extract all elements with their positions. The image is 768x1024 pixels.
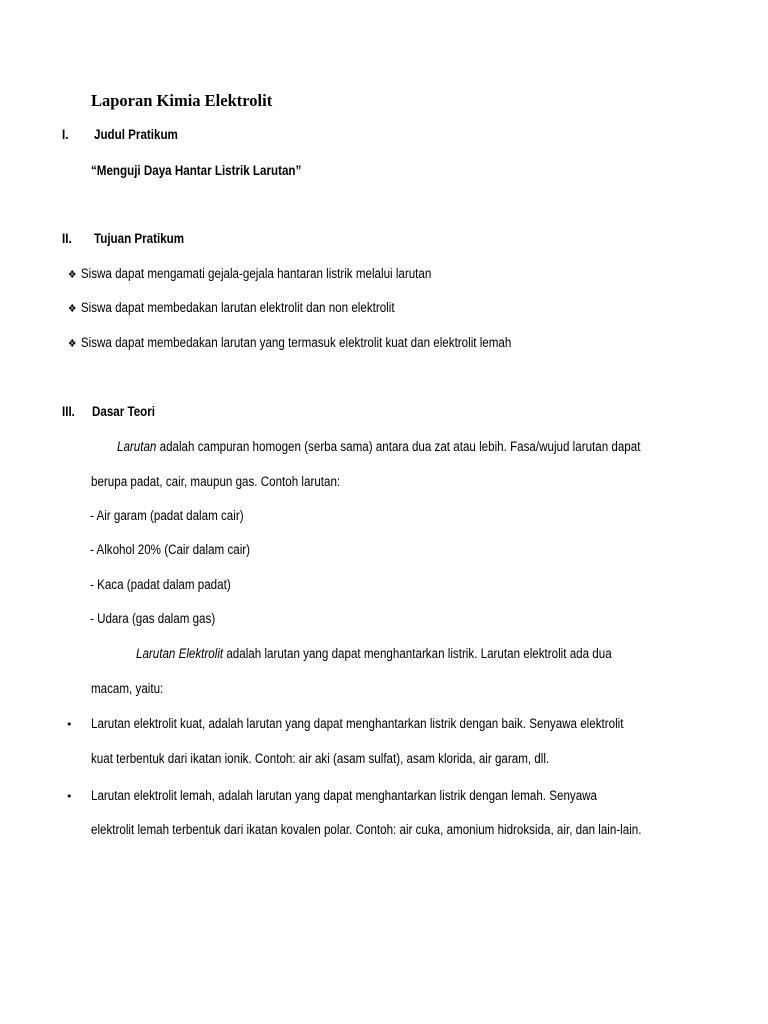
- bullet-line: kuat terbentuk dari ikatan ionik. Contoh: air aki (asam sulfat), asam klorida, air garam, dll.: [91, 751, 550, 766]
- term-larutan-elektrolit: Larutan Elektrolit: [136, 646, 224, 661]
- example-item: - Kaca (padat dalam padat): [90, 577, 231, 592]
- section-1-number: I.: [62, 127, 69, 142]
- bullet-dot-icon: •: [66, 790, 73, 803]
- objective-text: Siswa dapat membedakan larutan elektrolit dan non elektrolit: [80, 300, 395, 315]
- diamond-bullet-icon: ❖: [68, 303, 77, 315]
- paragraph-line: [117, 439, 640, 454]
- objective-text: Siswa dapat mengamati gejala-gejala hantaran listrik melalui larutan: [80, 266, 432, 281]
- section-3-heading: Dasar Teori: [92, 404, 156, 419]
- paragraph-text: adalah campuran homogen (serba sama) antara dua zat atau lebih. Fasa/wujud larutan dapat: [156, 439, 641, 454]
- section-2-number: II.: [62, 231, 72, 246]
- section-2-heading: Tujuan Pratikum: [94, 231, 185, 246]
- bullet-line: Larutan elektrolit kuat, adalah larutan yang dapat menghantarkan listrik dengan baik. Senyawa elektrolit: [91, 716, 624, 731]
- term-larutan: Larutan: [117, 439, 157, 454]
- objective-item: [68, 335, 511, 350]
- document-title: Laporan Kimia Elektrolit: [91, 91, 273, 110]
- example-item: - Alkohol 20% (Cair dalam cair): [90, 542, 251, 557]
- section-3-number: III.: [62, 404, 75, 419]
- paragraph-line: berupa padat, cair, maupun gas. Contoh larutan:: [91, 474, 341, 489]
- example-item: - Air garam (padat dalam cair): [90, 508, 244, 523]
- bullet-dot-icon: •: [66, 718, 73, 731]
- bullet-line: elektrolit lemah terbentuk dari ikatan kovalen polar. Contoh: air cuka, amonium hidroksida, air, dan lain-lain.: [91, 822, 642, 837]
- paragraph-line: macam, yaitu:: [91, 681, 164, 696]
- example-item: - Udara (gas dalam gas): [90, 611, 216, 626]
- bullet-line: Larutan elektrolit lemah, adalah larutan yang dapat menghantarkan listrik dengan lemah. Senyawa: [91, 788, 598, 803]
- objective-text: Siswa dapat membedakan larutan yang termasuk elektrolit kuat dan elektrolit lemah: [80, 335, 512, 350]
- paragraph-text: adalah larutan yang dapat menghantarkan listrik. Larutan elektrolit ada dua: [223, 646, 612, 661]
- experiment-title: “Menguji Daya Hantar Listrik Larutan”: [91, 163, 302, 178]
- diamond-bullet-icon: ❖: [68, 269, 77, 281]
- section-1-heading: Judul Pratikum: [94, 127, 178, 142]
- paragraph-line: [136, 646, 612, 661]
- objective-item: [68, 266, 431, 281]
- diamond-bullet-icon: ❖: [68, 338, 77, 350]
- objective-item: [68, 300, 395, 315]
